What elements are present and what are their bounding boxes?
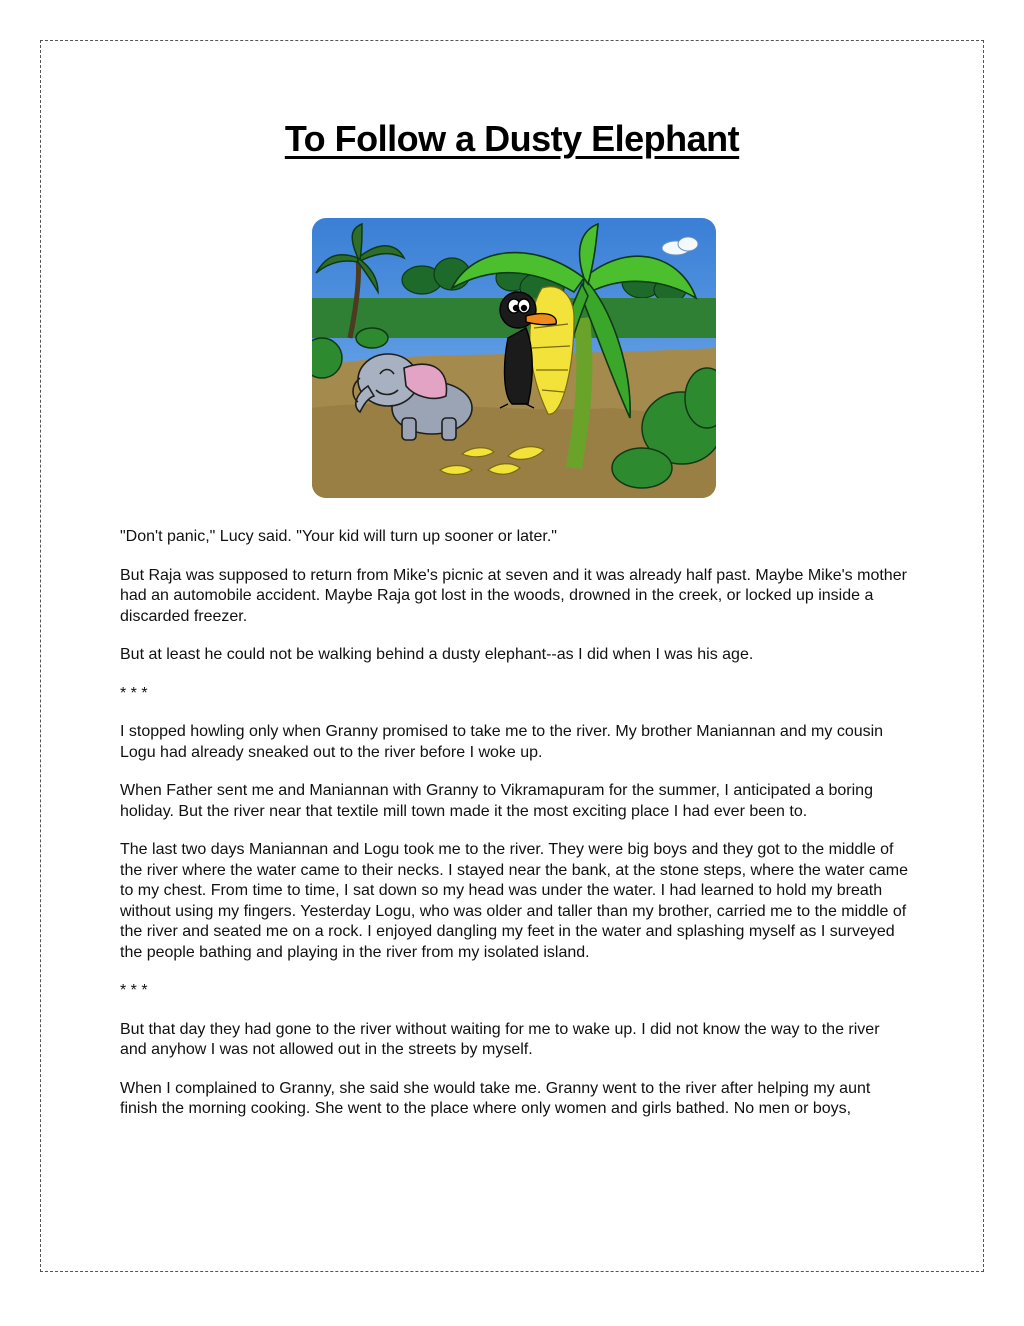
paragraph: I stopped howling only when Granny promised to take me to the river. My brother Maniannan and my cousin Logu had already sneaked out to the river before I woke up. — [120, 723, 884, 761]
paragraph: When I complained to Granny, she said she would take me. Granny went to the river after helping my aunt finish the morning cooking. She went to the place where only women and girls bathed. No men or boys, — [120, 1079, 871, 1117]
paragraph: The last two days Maniannan and Logu took me to the river. They were big boys and they got to the middle of the river where the water came to their necks. I stayed near the bank, at the stone steps, where the water came to my chest. From time to time, I sat down so my head was under the water. I had learned to hold my breath without using my fingers. Yesterday Logu, who was older and taller than my brother, carried me to the middle of the river and seated me on a rock. I enjoyed dangling my feet in the water and splashing myself as I surveyed the people bathing and playing in the river from my isolated island. — [120, 841, 908, 961]
paragraph: But that day they had gone to the river without waiting for me to wake up. I did not know the way to the river and anyhow I was not allowed out in the streets by myself. — [120, 1020, 880, 1058]
paragraph: But Raja was supposed to return from Mike's picnic at seven and it was already half past. Maybe Mike's mother had an automobile accident. Maybe Raja got lost in the woods, drowned in the creek, or locked up inside a discarded freezer. — [120, 566, 907, 625]
elephant-illustration — [312, 218, 716, 498]
paragraph: But at least he could not be walking behind a dusty elephant--as I did when I was his age. — [120, 646, 754, 663]
paragraph: When Father sent me and Maniannan with Granny to Vikramapuram for the summer, I anticipated a boring holiday. But the river near that textile mill town made it the most exciting place I had ever been to. — [120, 782, 873, 820]
story-title: To Follow a Dusty Elephant — [284, 118, 740, 159]
paragraph: "Don't panic," Lucy said. "Your kid will turn up sooner or later." — [120, 528, 557, 545]
story-body — [120, 527, 910, 1138]
section-break: * * * — [120, 684, 148, 702]
section-break: * * * — [120, 982, 148, 999]
